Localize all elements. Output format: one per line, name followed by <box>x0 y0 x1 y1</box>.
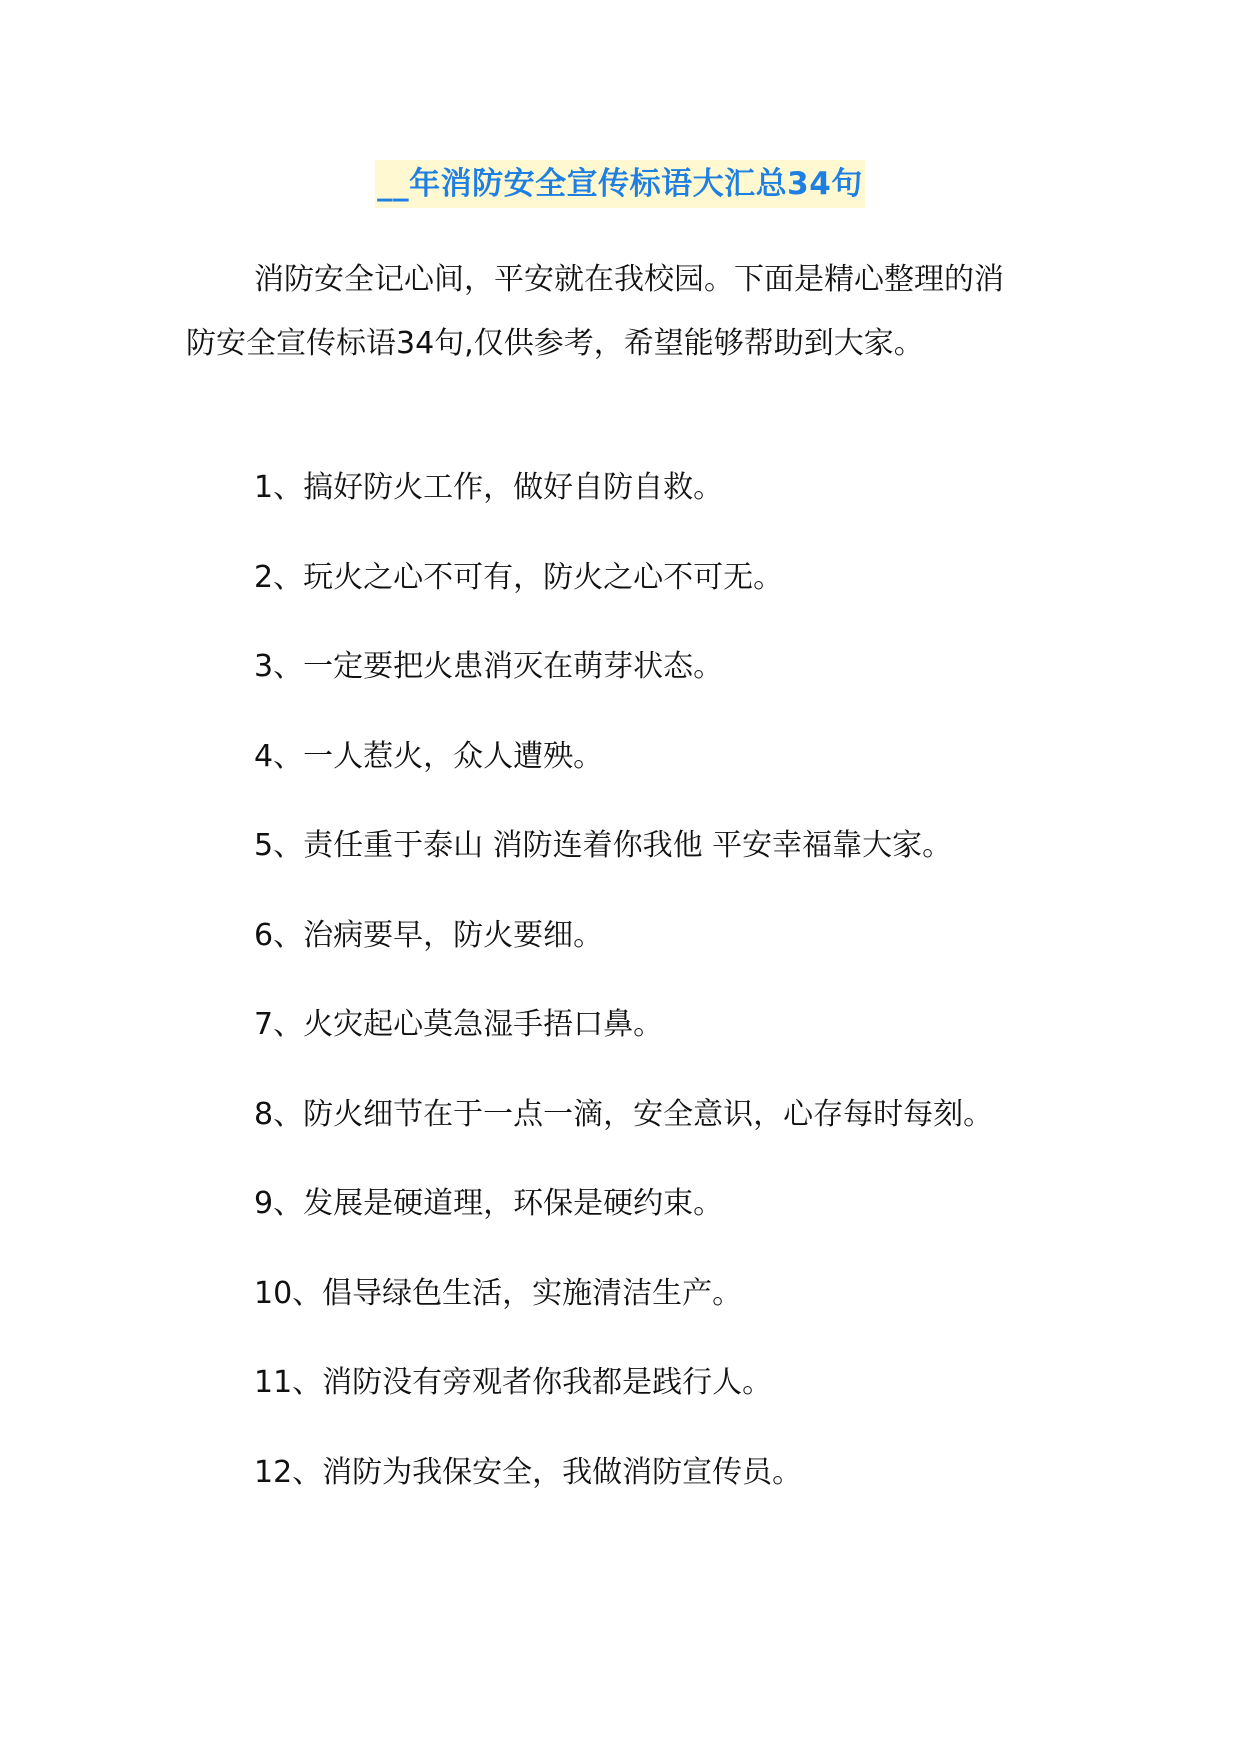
title-container <box>0 160 1240 208</box>
document-title: __年消防安全宣传标语大汇总34句 <box>375 160 865 208</box>
slogan-item-2: 2、玩火之心不可有，防火之心不可无。 <box>254 559 784 595</box>
intro-paragraph: 消防安全记心间，平安就在我校园。下面是精心整理的消防安全宣传标语34句,仅供参考，希望能够帮助到大家。 <box>186 262 1004 361</box>
slogan-item-5: 5、责任重于泰山 消防连着你我他 平安幸福靠大家。 <box>254 828 953 863</box>
slogan-item-10: 10、倡导绿色生活，实施清洁生产。 <box>254 1275 743 1311</box>
slogan-item-11: 11、消防没有旁观者你我都是践行人。 <box>254 1365 773 1400</box>
slogan-item-7: 7、火灾起心莫急湿手捂口鼻。 <box>254 1007 664 1042</box>
slogan-item-4: 4、一人惹火，众人遭殃。 <box>254 738 604 774</box>
slogan-item-9: 9、发展是硬道理，环保是硬约束。 <box>254 1186 724 1221</box>
slogan-list <box>254 468 1114 1542</box>
slogan-item-12: 12、消防为我保安全，我做消防宣传员。 <box>254 1454 803 1490</box>
slogan-item-3: 3、一定要把火患消灭在萌芽状态。 <box>254 649 724 684</box>
slogan-item-6: 6、治病要早，防火要细。 <box>254 917 604 953</box>
slogan-item-8: 8、防火细节在于一点一滴，安全意识，心存每时每刻。 <box>254 1096 994 1132</box>
slogan-item-1: 1、搞好防火工作，做好自防自救。 <box>254 470 724 505</box>
